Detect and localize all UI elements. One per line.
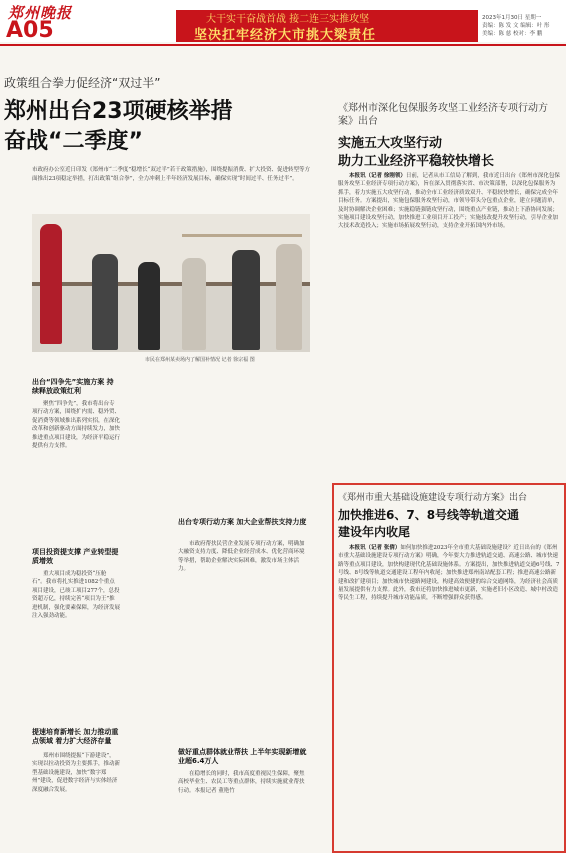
left-lead: 市政府办公室近日印发《郑州市“二季度”稳增长“双过半”若干政策措施》，围绕提振消费、扩大投资、促进转型等方面推出23项稳定举措，打出政策“组合拳”，全力冲刺上半年经济发展目标，确保实现“时间过半、任务过半”。: [32, 167, 310, 182]
section-body: [32, 400, 120, 540]
right-top-headline-line-2: 助力工业经济平稳较快增长: [338, 154, 495, 169]
store-counter: [32, 282, 310, 286]
page-number: A05: [6, 18, 54, 43]
article-paragraph: [338, 544, 560, 603]
right-top-headline-line-1: 实施五大攻坚行动: [338, 136, 443, 151]
section-body: [178, 540, 308, 740]
byline: 本报讯（记者 张倩）: [349, 545, 401, 551]
section-paragraph: 市政府帮扶民营企业发展专项行动方案，明确加大融资支持力度、降低企业经营成本、优化营商环境等举措，帮助企业解决实际困难，激发市场主体活力。: [178, 541, 305, 573]
shopper-figure: [232, 250, 260, 350]
right-bottom-body: [338, 544, 560, 844]
section-body: [32, 752, 120, 848]
photo-background: [32, 214, 310, 284]
section-heading: 项目投资提支撑 产业转型提质增效: [32, 548, 119, 565]
section-body: [178, 770, 308, 848]
newspaper-logo: 郑州晚报: [8, 4, 73, 22]
proofreader-credit: 美编：陈 慈 校对：李 鹏: [482, 31, 543, 37]
section-paragraph: 在稳增长的同时，我市高度重视民生保障，聚焦高校毕业生、农民工等重点群体，持续实施就业帮扶行动。本报记者 董艳竹: [178, 771, 305, 794]
left-headline-line-1: 郑州出台23项硬核举措: [4, 99, 233, 124]
section-heading: 提速培育新增长 加力推动重点领域 着力扩大经济存量: [32, 728, 119, 745]
right-bottom-headline-line-1: 加快推进6、7、8号线等轨道交通: [338, 508, 520, 522]
section-paragraph: 重大项目成为稳投资“压舱石”。我市将扎实推进1082个重点项目建设，已竣工项目277个，总投资超万亿，持续完善“项目为王”推进机制，强化要素保障，为经济发展注入强劲动能。: [32, 571, 120, 620]
banner-line-1: 大干实干奋战首战 接二连三实推攻坚: [206, 14, 370, 25]
byline: 本报讯（记者 徐刚领）: [349, 173, 406, 179]
right-top-kicker: 《郑州市深化包保服务攻坚工业经济专项行动方案》出台: [338, 103, 548, 127]
right-top-body: [338, 172, 560, 472]
shopper-figure: [40, 224, 62, 344]
shopper-figure: [138, 262, 160, 350]
newspaper-masthead: [0, 0, 566, 42]
article-text: 日前，记者从市工信局了解到，我市近日出台《郑州市深化包保服务攻坚工业经济专项行动方案》，旨在深入贯彻落实省、市决策部署，以深化包保服务为抓手，着力实施五大攻坚行动，推动全市工业经济质效双升、平稳较快增长，确保完成全年目标任务。方案提出，实施包保服务攻坚行动，市领导带头分包重点企业，建立问题清单，及时协调解决企业困难；实施稳链强链攻坚行动，围绕重点产业链，推动上下游协同发展；实施项目建设攻坚行动，加快推进工业项目开工投产；实施技改提升攻坚行动，引导企业加大技术改造投入；实施市场拓展攻坚行动，支持企业开拓国内外市场。: [338, 173, 560, 230]
right-bottom-headline-line-2: 建设年内收尾: [338, 525, 411, 539]
shopper-figure: [92, 254, 118, 350]
theme-banner: [176, 10, 478, 42]
issue-date: 2023年1月30日 星期一: [482, 15, 542, 21]
section-body: [32, 570, 120, 720]
header-rule: [0, 44, 566, 46]
right-bottom-kicker: 《郑州市重大基础设施建设专项行动方案》出台: [338, 493, 528, 503]
section-paragraph: 聚焦“四争先”，我市将出台专项行动方案，围绕扩内需、稳外贸、促消费等领域推出系列实招，在深化改革和创新驱动方面持续发力，加快推进重点项目建设，为经济平稳运行提供有力支撑。: [32, 401, 120, 450]
editor-credit: 责编：陈 发 文 编辑：叶 彤: [482, 23, 550, 29]
section-heading: 出台专项行动方案 加大企业帮扶支持力度: [178, 518, 307, 526]
photo-caption: 市民在郑州某卖场内了解国补情况 记者 徐宗福 图: [145, 357, 255, 363]
section-paragraph: 郑州市围绕提振“下游建设”，实现以拉动投资为主要抓手，推动新型基础设施建设，加快“数字郑州”建设，促进数字经济与实体经济深度融合发展。: [32, 753, 120, 793]
section-heading: 做好重点群体就业帮扶 上半年实现新增就业超6.4万人: [178, 748, 307, 765]
store-shelf: [182, 234, 302, 237]
banner-line-2: 坚决扛牢经济大市挑大梁责任: [194, 28, 377, 43]
shopper-figure: [276, 244, 302, 350]
left-kicker: 政策组合拳力促经济“双过半”: [4, 76, 161, 90]
article-paragraph: [338, 172, 560, 231]
shopper-figure: [182, 258, 206, 350]
news-photo: [32, 214, 310, 352]
issue-meta: [482, 14, 562, 38]
article-text: 如何加快推进2023年全市重大基础设施建设？近日出台的《郑州市重大基础设施建设专项行动方案》明确，今年要大力推进轨道交通、高速公路、城市快速路等重点项目建设，加快构建现代化基础设施体系。方案提出，加快推进轨道交通6号线、7号线、8号线等轨道交通建设工程年内收尾；加快推进郑州南站配套工程；推进高速公路新建和改扩建项目；加快城市快速路网建设，构建高效便捷的综合交通网络，为经济社会高质量发展提供有力支撑。此外，我市还将加快推进城市更新，实施老旧小区改造、城中村改造等民生工程，持续提升城市功能品质，不断增强群众获得感。: [338, 545, 560, 602]
section-heading: 出台“四争先”实施方案 持续释放政策红利: [32, 378, 114, 395]
left-headline-line-2: 奋战“二季度”: [4, 129, 143, 154]
